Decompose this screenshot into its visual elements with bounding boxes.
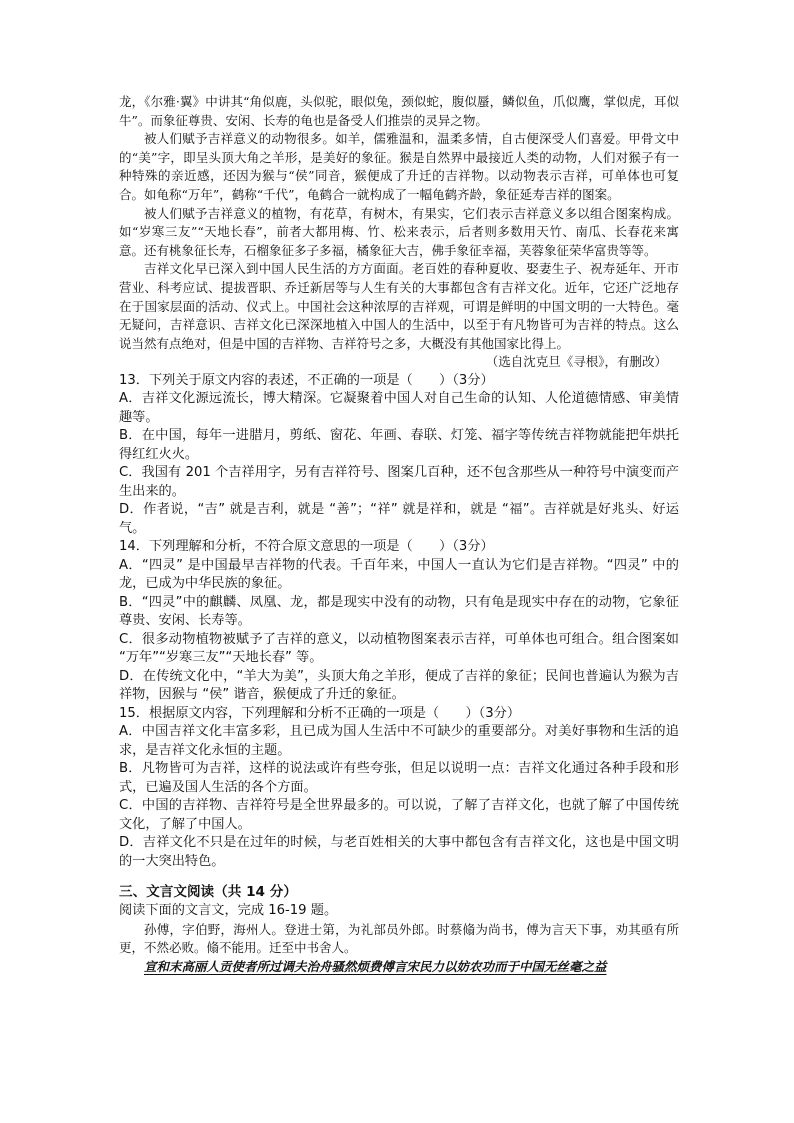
option-b: B．凡物皆可为吉祥，这样的说法或许有些夸张，但足以说明一点：吉祥文化通过各种手段和形式，已遍及国人生活的各个方面。: [119, 761, 679, 795]
question-stem: 14．下列理解和分析，不符合原文意思的一项是（ ）（3分）: [119, 539, 494, 555]
option-d: D．吉祥文化不只是在过年的时候，与老百姓相关的大事中都包含有吉祥文化，这也是中国文明的一大突出特色。: [119, 835, 679, 869]
question-14: [119, 538, 679, 705]
question-13: [119, 372, 679, 539]
option-c: C．中国的吉祥物、吉祥符号是全世界最多的。可以说，了解了吉祥文化，也就了解了中国传统文化，了解了中国人。: [119, 798, 679, 832]
section-instruction: 阅读下面的文言文，完成 16-19 题。: [119, 903, 338, 918]
source-note: （选自沈克旦《寻根》，有删改）: [485, 354, 667, 370]
option-d: D．在传统文化中，“羊大为美”，头顶大角之羊形，便成了吉祥的象征；民间也普遍认为猴为吉祥物，因猴与 “侯” 谐音，猴便成了升迁的象征。: [119, 668, 679, 703]
option-c: C．我国有 201 个吉祥用字，另有吉祥符号、图案几百种，还不包含那些从一种符号中演变而产生出来的。: [119, 465, 679, 499]
option-b: B．“四灵”中的麒麟、凤凰、龙，都是现实中没有的动物，只有龟是现实中存在的动物，它象征尊贵、安闲、长寿等。: [119, 594, 679, 629]
exam-page: [119, 93, 679, 976]
option-d: D．作者说，“吉” 就是吉利，就是 “善”；“祥” 就是祥和，就是 “福”。吉祥就是好兆头、好运气。: [119, 502, 679, 536]
classical-paragraph: 孙傅，字伯野，海州人。登进士第，为礼部员外郎。时蔡翛为尚书，傅为言天下事，劝其亟有所更，不然必败。翛不能用。迁至中书舍人。: [119, 921, 679, 956]
question-15: [119, 705, 679, 872]
passage-paragraph: 吉祥文化早已深入到中国人民生活的方方面面。老百姓的春种夏收、娶妻生子、祝寿延年、开市营业、科考应试、提拔晋职、乔迁新居等与人生有关的大事都包含有吉祥文化。近年，它还广泛地存在于国家层面的活动、仪式上。中国社会这种浓厚的吉祥观，可谓是鲜明的中国文明的一大特色。毫无疑问，吉祥意识、吉祥文化已深深地植入中国人的生活中，以至于有凡物皆可为吉祥的特点。这么说当然有点绝对，但是中国的吉祥物、吉祥符号之多，大概没有其他国家比得上。: [119, 261, 679, 351]
passage-paragraph: 龙，《尔雅·翼》中讲其“角似鹿，头似驼，眼似兔，颈似蛇，腹似蜃，鳞似鱼，爪似鹰，掌似虎，耳似牛”。而象征尊贵、安闲、长寿的龟也是备受人们推崇的灵异之物。: [119, 94, 679, 128]
question-stem: 15．根据原文内容，下列理解和分析不正确的一项是（ ）（3分）: [119, 705, 521, 721]
option-a: A．中国吉祥文化丰富多彩，且已成为国人生活中不可缺少的重要部分。对美好事物和生活的追求，是吉祥文化永恒的主题。: [119, 724, 679, 758]
question-stem: 13．下列关于原文内容的表述，不正确的一项是（ ）（3分）: [119, 372, 494, 388]
passage-paragraph: 被人们赋予吉祥意义的动物很多。如羊，儒雅温和，温柔多情，自古便深受人们喜爱。甲骨文中的“美”字，即呈头顶大角之羊形，是美好的象征。猴是自然界中最接近人类的动物，人们对猴子有一种特殊的亲近感，还因为猴与“侯”同音，猴便成了升迁的吉祥物。以动物表示吉祥，可单体也可复合。如龟称“万年”，鹤称“千代”，龟鹤合一就构成了一幅龟鹤齐龄，象征延寿吉祥的图案。: [119, 131, 679, 202]
option-c: C．很多动物植物被赋予了吉祥的意义，以动植物图案表示吉祥，可单体也可组合。组合图案如 “万年”“岁寒三友”“天地长春” 等。: [119, 631, 679, 666]
option-b: B．在中国，每年一进腊月，剪纸、窗花、年画、春联、灯笼、福字等传统吉祥物就能把年烘托得红红火火。: [119, 428, 679, 462]
reading-passage: [119, 93, 679, 372]
passage-paragraph: 被人们赋予吉祥意义的植物，有花草，有树木，有果实，它们表示吉祥意义多以组合图案构成。如“岁寒三友”“天地长春”，前者大都用梅、竹、松来表示，后者则多数用天竹、南瓜、长春花来寓意。还有桃象征长寿，石榴象征多子多福，橘象征大吉，佛手象征幸福，芙蓉象征荣华富贵等等。: [119, 205, 679, 258]
question-list: [119, 372, 679, 872]
option-a: A．“四灵” 是中国最早吉祥物的代表。千百年来，中国人一直认为它们是吉祥物。“四灵” 中的龙，已成为中华民族的象征。: [119, 557, 679, 592]
section-title: 三、文言文阅读（共 14 分）: [119, 884, 297, 901]
option-a: A．吉祥文化源远流长，博大精深。它凝聚着中国人对自己生命的认知、人伦道德情感、审美情趣等。: [119, 391, 679, 425]
section-classical-chinese: [119, 883, 679, 976]
underlined-sentence: 宣和末高丽人贡使者所过调夫治舟骚然烦费傅言宋民力以妨农功而于中国无丝毫之益: [144, 958, 607, 974]
